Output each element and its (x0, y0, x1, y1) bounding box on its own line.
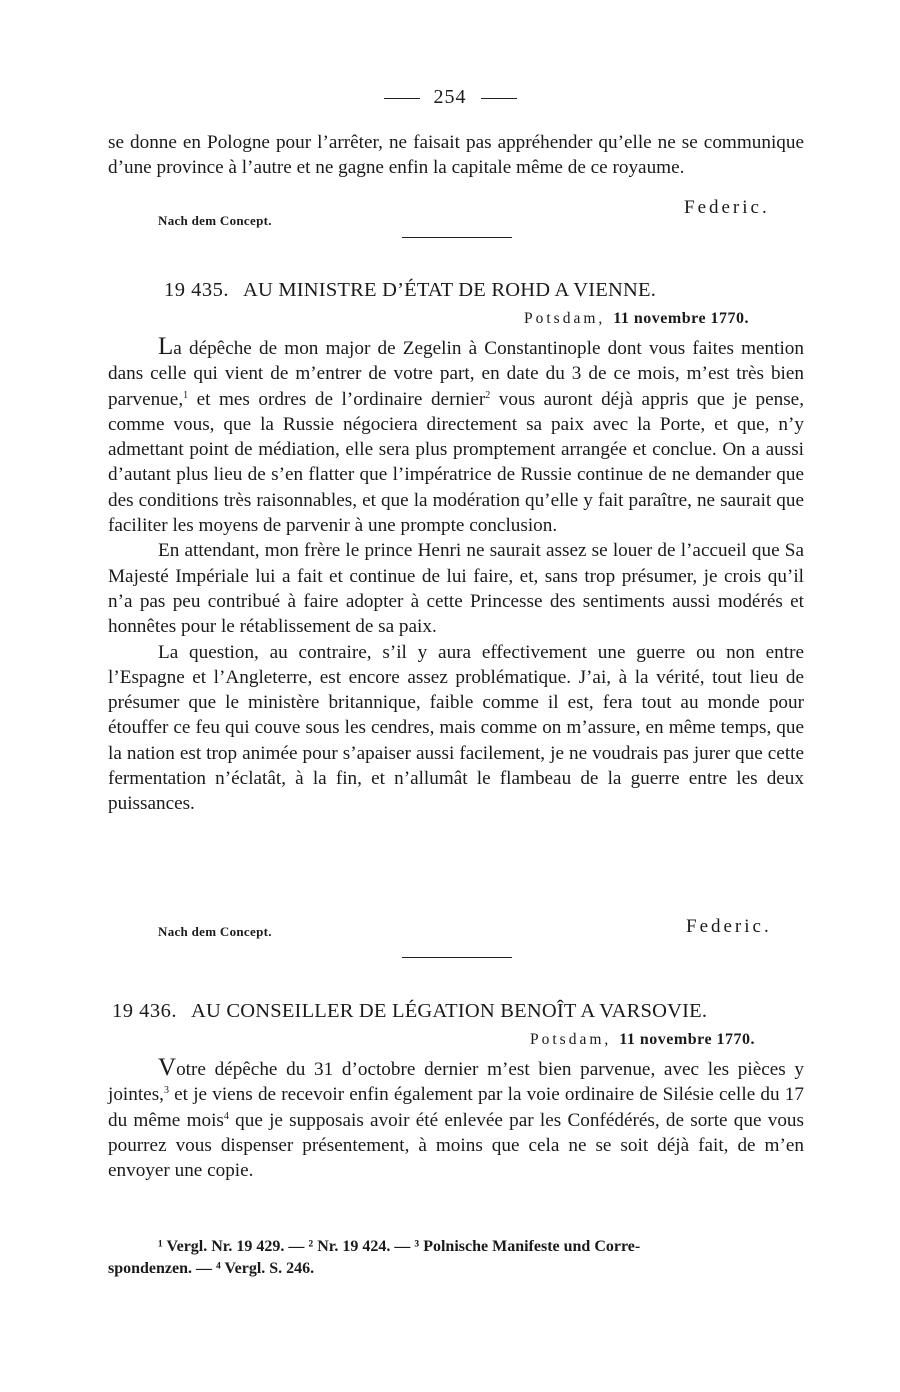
concept-note: Nach dem Concept. (158, 213, 272, 228)
continuation-paragraph: se donne en Pologne pour l’arrêter, ne faisait pas appréhender qu’elle ne se communique d’une province à l’autre et ne gagne enfin la capitale même de ce royaume. (108, 132, 804, 179)
footnote-ref: 4 (223, 1110, 229, 1122)
paragraph: La question, au contraire, s’il y aura effectivement une guerre ou non entre l’Espagne et l’Angleterre, est encore assez problématique. J’ai, à la vérité, tout lieu de présumer que le ministère britannique, faible comme il est, fera tout au monde pour étouffer ce feu qui couve sous les cendres, mais comme on m’assure, en même temps, que la nation est trop animée pour s’apaiser aussi facilement, je ne voudrais pas jurer que cette fermentation n’éclatât, à la fin, et n’allumât le flambeau de la guerre entre les deux puissances. (108, 641, 804, 815)
page-number-dash-left (384, 98, 420, 99)
footnote-ref: 3 (163, 1085, 169, 1097)
footnote-ref: 2 (485, 389, 491, 401)
section-divider (402, 957, 512, 958)
signature: Federic. (686, 916, 772, 937)
letter-heading (112, 1000, 707, 1023)
paragraph: En attendant, mon frère le prince Henri ne saurait assez se louer de l’accueil que Sa Majesté Impériale lui a fait et continue de lui faire, et, sans trop présumer, je crois qu’il n’a pas peu contribué à faire adopter à cette Princesse des sentiments aussi modérés et honnêtes pour le rétablissement de sa paix. (108, 540, 804, 638)
footnote-line: spondenzen. — ⁴ Vergl. S. 246. (108, 1260, 315, 1277)
letter-number: 19 436. (112, 1000, 177, 1022)
footnote-ref: 1 (183, 389, 189, 401)
page-number: 254 (0, 86, 900, 109)
letter-heading (164, 279, 656, 302)
dateline: Potsdam, 11 novembre 1770. (530, 1031, 756, 1048)
letter-number: 19 435. (164, 279, 229, 301)
page-number-dash-right (481, 98, 517, 99)
signature: Federic. (684, 197, 770, 218)
concept-note: Nach dem Concept. (158, 924, 272, 939)
footnotes (108, 1236, 804, 1280)
section-divider (402, 237, 512, 238)
letter-body (108, 334, 804, 817)
paragraph: Votre dépêche du 31 d’octobre dernier m’est bien parvenue, avec les pièces y jointes,$^3$ et je viens de recevoir enfin également par la voie ordinaire de Silésie celle du 17 du même mois$^4$ que je supposais avoir été enlevée par les Confédérés, de sorte que vous pourrez vous dispenser présentement, à moins que cela ne se soit déjà fait, de m’en envoyer une copie. (108, 1054, 804, 1182)
paragraph: La dépêche de mon major de Zegelin à Constantinople dont vous faites mention dans celle qui vient de m’entrer de votre part, en date du 3 de ce mois, m’est très bien parvenue,$^1$ et mes ordres de l’ordinaire dernier$^2$ vous auront déjà appris que je pense, comme vous, que la Russie négociera directement sa paix avec la Porte, et que, n’y admettant point de médiation, elle sera plus promptement arrangée et conclue. On a aussi d’autant plus lieu de s’en flatter que l’impératrice de Russie continue de ne demander que des conditions très raisonnables, et que la modération qu’elle y fait paraître, ne saurait que faciliter les moyens de parvenir à une prompte conclusion. (108, 333, 804, 537)
letter-body (108, 1055, 804, 1183)
letter-title: AU CONSEILLER DE LÉGATION BENOÎT A VARSOVIE. (191, 1000, 708, 1022)
footnote-line: ¹ Vergl. Nr. 19 429. — ² Nr. 19 424. — ³ Polnische Manifeste und Corre- (158, 1238, 641, 1255)
dateline: Potsdam, 11 novembre 1770. (524, 310, 750, 327)
letter-title: AU MINISTRE D’ÉTAT DE ROHD A VIENNE. (243, 279, 657, 301)
